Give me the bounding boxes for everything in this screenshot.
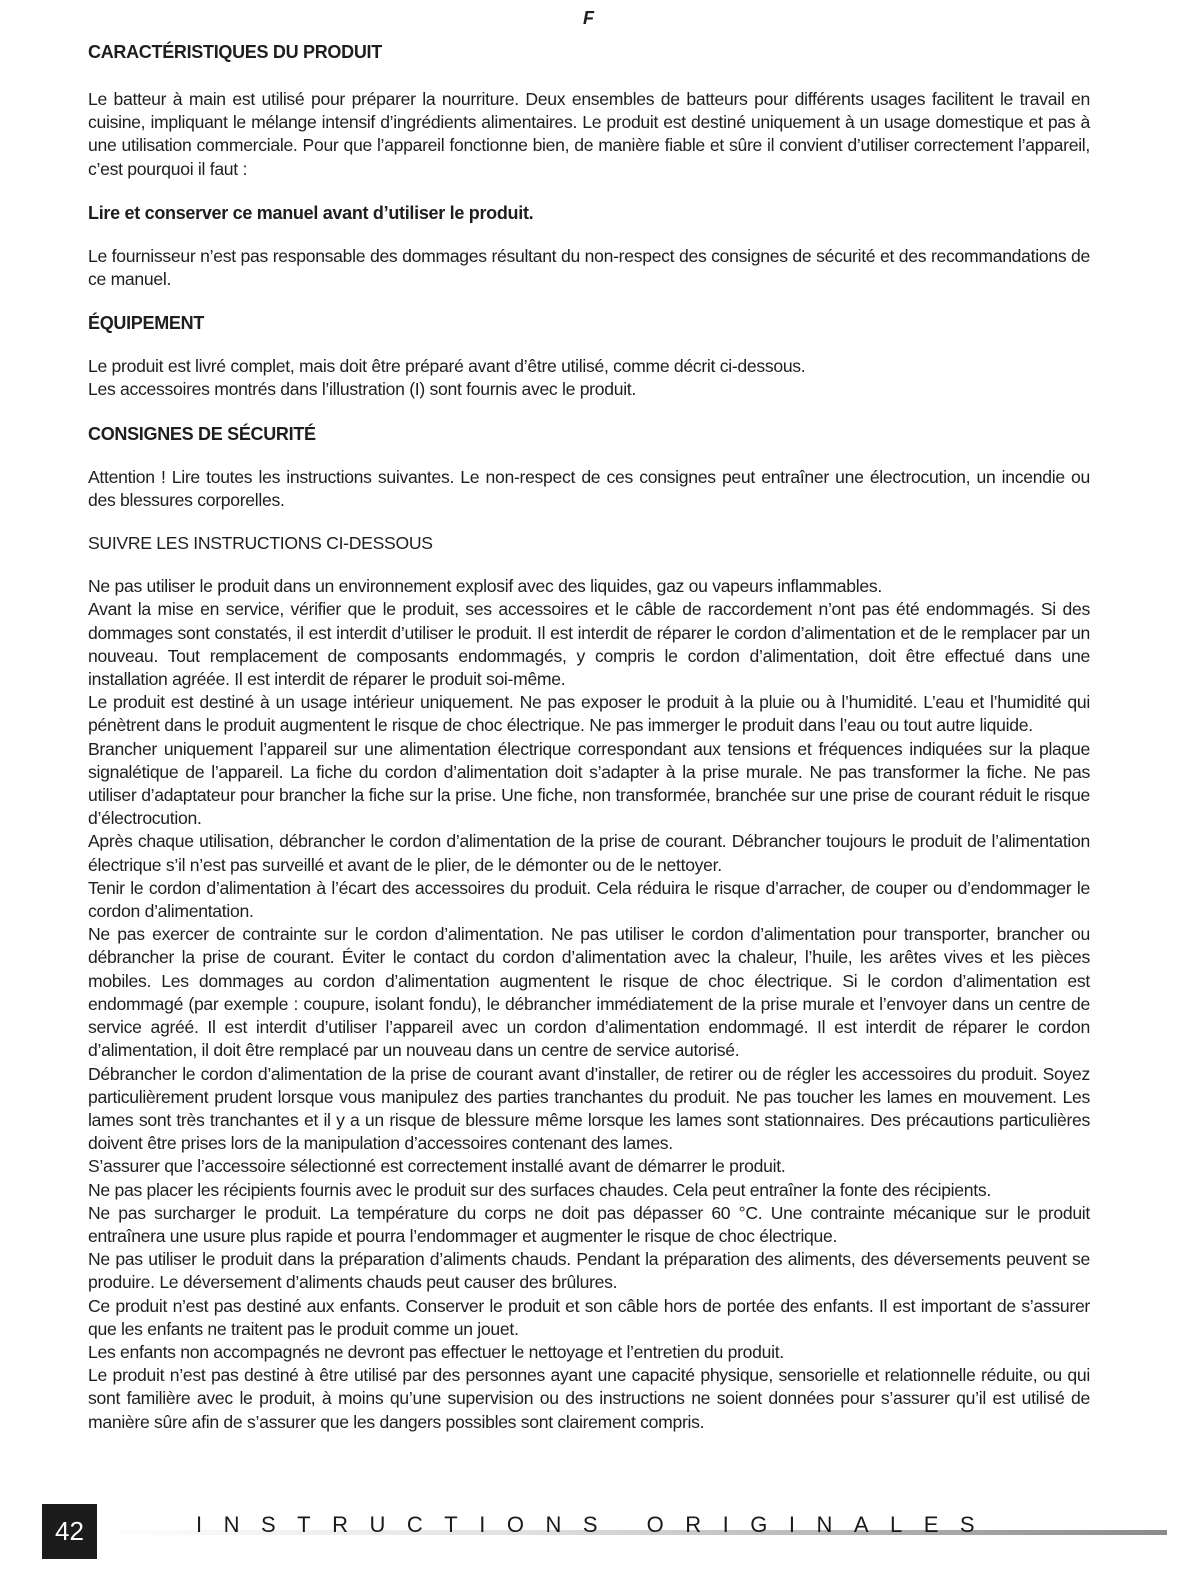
list-item: Avant la mise en service, vérifier que le produit, ses accessoires et le câble de raccordement n’ont pas été endommagés. Si des dommages sont constatés, il est interdit d’utiliser le produit. Il est interdit de réparer le cordon d’alimentation et de le remplacer par un nouveau. Tout remplacement de composants endommagés, y compris le cordon d’alimentation, doit être effectué dans une installation agréée. Il est interdit de réparer le produit soi-même. — [88, 599, 1090, 690]
list-item: Ne pas surcharger le produit. La température du corps ne doit pas dépasser 60 °C. Une contrainte mécanique sur le produit entraînera une usure plus rapide et pourra l’endommager et augmenter le risque de choc électrique. — [88, 1202, 1090, 1246]
list-item: Les enfants non accompagnés ne devront pas effectuer le nettoyage et l’entretien du produit. — [88, 1341, 784, 1362]
equipment-line-1: Le produit est livré complet, mais doit être préparé avant d’être utilisé, comme décrit ci-dessous. — [88, 356, 806, 377]
list-item: Le produit n’est pas destiné à être utilisé par des personnes ayant une capacité physique, sensorielle et relationnelle réduite, ou qui sont familière avec le produit, à moins qu’une supervision ou des instructions ne soient données pour s’assurer qu’il est utilisé de manière sûre afin de s’assurer que les dangers possibles sont clairement compris. — [88, 1365, 1090, 1432]
liability-paragraph: Le fournisseur n’est pas responsable des dommages résultant du non-respect des consignes de sécurité et des recommandations de ce manuel. — [88, 245, 1090, 290]
page-content — [88, 40, 1090, 1434]
list-item: Après chaque utilisation, débrancher le cordon d’alimentation de la prise de courant. Débrancher toujours le produit de l’alimentation électrique s’il n’est pas surveillé et avant de le plier, de le démonter ou de le nettoyer. — [88, 831, 1090, 875]
list-item: Ne pas utiliser le produit dans un environnement explosif avec des liquides, gaz ou vapeurs inflammables. — [88, 576, 882, 597]
read-manual-notice: Lire et conserver ce manuel avant d’utiliser le produit. — [88, 202, 534, 223]
equipment-line-2: Les accessoires montrés dans l’illustration (I) sont fournis avec le produit. — [88, 379, 636, 400]
section-title-safety: CONSIGNES DE SÉCURITÉ — [88, 423, 316, 444]
section-title-characteristics: CARACTÉRISTIQUES DU PRODUIT — [88, 42, 382, 62]
list-item: Ce produit n’est pas destiné aux enfants. Conserver le produit et son câble hors de portée des enfants. Il est important de s’assurer que les enfants ne traitent pas le produit comme un jouet. — [88, 1295, 1090, 1339]
list-item: Le produit est destiné à un usage intérieur uniquement. Ne pas exposer le produit à la pluie ou à l’humidité. L’eau et l’humidité qui pénètrent dans le produit augmentent le risque de choc électrique. Ne pas immerger le produit dans l’eau ou tout autre liquide. — [88, 692, 1090, 736]
list-item: Brancher uniquement l’appareil sur une alimentation électrique correspondant aux tensions et fréquences indiquées sur la plaque signalétique de l’appareil. La fiche du cordon d’alimentation doit s’adapter à la prise murale. Ne pas transformer la fiche. Ne pas utiliser d’adaptateur pour brancher la fiche sur la prise. Une fiche, non transformée, branchée sur une prise de courant réduit le risque d’électrocution. — [88, 738, 1090, 829]
safety-warning: Attention ! Lire toutes les instructions suivantes. Le non-respect de ces consignes peut entraîner une électrocution, un incendie ou des blessures corporelles. — [88, 466, 1090, 510]
list-item: S’assurer que l’accessoire sélectionné est correctement installé avant de démarrer le produit. — [88, 1156, 786, 1177]
list-item: Débrancher le cordon d’alimentation de la prise de courant avant d’installer, de retirer ou de régler les accessoires du produit. Soyez particulièrement prudent lorsque vous manipulez des parties tranchantes du produit. Ne pas toucher les lames en mouvement. Les lames sont très tranchantes et il y a un risque de blessure même lorsque les lames sont stationnaires. Des précautions particulières doivent être prises lors de la manipulation d’accessoires contenant des lames. — [88, 1063, 1090, 1154]
safety-subtitle: SUIVRE LES INSTRUCTIONS CI-DESSOUS — [88, 533, 433, 554]
list-item: Ne pas utiliser le produit dans la préparation d’aliments chauds. Pendant la préparation des aliments, des déversements peuvent se produire. Le déversement d’aliments chauds peut causer des brûlures. — [88, 1249, 1090, 1293]
section-title-equipment: ÉQUIPEMENT — [88, 313, 205, 334]
list-item: Ne pas exercer de contrainte sur le cordon d’alimentation. Ne pas utiliser le cordon d’alimentation pour transporter, brancher ou débrancher la prise de courant. Éviter le contact du cordon d’alimentation avec la chaleur, l’huile, les arêtes vives et les pièces mobiles. Les dommages au cordon d’alimentation augmentent le risque de choc électrique. Si le cordon d’alimentation est endommagé (par exemple : coupure, isolant fondu), le débrancher immédiatement de la prise murale et l’envoyer dans un centre de service agréé. Il est interdit d’utiliser l’appareil avec un cordon d’alimentation endommagé. Il est interdit de réparer le cordon d’alimentation, il doit être remplacé par un nouveau dans un centre de service autorisé. — [88, 924, 1090, 1061]
page-number: 42 — [42, 1504, 97, 1559]
intro-paragraph: Le batteur à main est utilisé pour préparer la nourriture. Deux ensembles de batteurs pour différents usages facilitent le travail en cuisine, impliquant le mélange intensif d’ingrédients alimentaires. Le produit est destiné uniquement à un usage domestique et pas à une utilisation commerciale. Pour que l’appareil fonctionne bien, de manière fiable et sûre il convient d’utiliser correctement l’appareil, c’est pourquoi il faut : — [88, 89, 1090, 179]
safety-instructions-list — [88, 575, 1090, 1434]
footer-caption: INSTRUCTIONS ORIGINALES — [196, 1512, 997, 1537]
language-marker: F — [583, 8, 594, 28]
list-item: Tenir le cordon d’alimentation à l’écart des accessoires du produit. Cela réduira le risque d’arracher, de couper ou d’endommager le cordon d’alimentation. — [88, 877, 1090, 922]
list-item: Ne pas placer les récipients fournis avec le produit sur des surfaces chaudes. Cela peut entraîner la fonte des récipients. — [88, 1179, 991, 1200]
